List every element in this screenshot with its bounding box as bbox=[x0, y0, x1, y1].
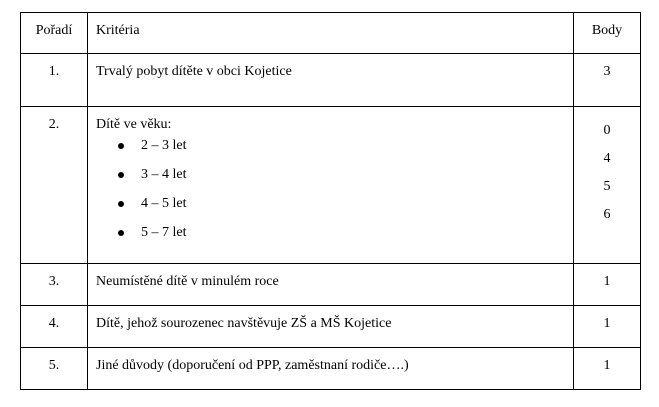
table-row bbox=[21, 348, 641, 390]
list-item bbox=[88, 137, 573, 166]
age-points: 6 bbox=[603, 207, 611, 222]
row-criteria-cell bbox=[88, 306, 574, 348]
row-num-cell bbox=[21, 54, 88, 107]
row-criteria-cell bbox=[88, 54, 574, 107]
header-cell-criteria bbox=[88, 13, 574, 54]
row-criteria: Jiné důvody (doporučení od PPP, zaměstnaní rodiče….) bbox=[96, 358, 409, 373]
bullet-icon bbox=[118, 230, 124, 236]
row-num: 1. bbox=[48, 64, 60, 79]
row-points: 1 bbox=[603, 358, 611, 373]
row-points: 1 bbox=[603, 316, 611, 331]
row-points: 3 bbox=[603, 64, 611, 79]
age-label: 4 – 5 let bbox=[141, 196, 187, 211]
age-points: 5 bbox=[603, 179, 611, 194]
age-points: 0 bbox=[603, 123, 611, 138]
row-criteria: Dítě ve věku: bbox=[96, 117, 172, 132]
row-criteria-cell bbox=[88, 264, 574, 306]
table-header-row bbox=[21, 13, 641, 54]
table-row bbox=[21, 264, 641, 306]
list-item bbox=[88, 224, 573, 253]
age-points-list bbox=[574, 107, 640, 234]
header-criteria: Kritéria bbox=[96, 23, 140, 38]
criteria-table bbox=[20, 12, 641, 390]
row-num: 3. bbox=[48, 274, 60, 289]
table-row bbox=[21, 306, 641, 348]
row-points-cell bbox=[574, 264, 641, 306]
bullet-icon bbox=[118, 172, 124, 178]
row-criteria: Trvalý pobyt dítěte v obci Kojetice bbox=[96, 64, 292, 79]
row-num-cell bbox=[21, 306, 88, 348]
header-cell-num bbox=[21, 13, 88, 54]
list-item bbox=[88, 166, 573, 195]
row-num-cell bbox=[21, 107, 88, 264]
row-num: 5. bbox=[48, 358, 60, 373]
age-list bbox=[88, 137, 573, 253]
age-label: 3 – 4 let bbox=[141, 167, 187, 182]
header-points: Body bbox=[591, 23, 623, 38]
list-item bbox=[88, 195, 573, 224]
row-criteria-cell bbox=[88, 348, 574, 390]
row-criteria: Neumístěné dítě v minulém roce bbox=[96, 274, 279, 289]
row-num-cell bbox=[21, 348, 88, 390]
row-criteria-cell bbox=[88, 107, 574, 264]
row-points-cell bbox=[574, 54, 641, 107]
row-points-cell bbox=[574, 107, 641, 264]
row-points-cell bbox=[574, 348, 641, 390]
row-criteria: Dítě, jehož sourozenec navštěvuje ZŠ a MŠ Kojetice bbox=[96, 316, 392, 331]
row-points-cell bbox=[574, 306, 641, 348]
age-points: 4 bbox=[603, 151, 611, 166]
table-row bbox=[21, 107, 641, 264]
table-row bbox=[21, 54, 641, 107]
header-num: Pořadí bbox=[35, 23, 73, 38]
age-label: 5 – 7 let bbox=[141, 225, 187, 240]
row-num: 2. bbox=[48, 117, 60, 132]
row-points: 1 bbox=[603, 274, 611, 289]
bullet-icon bbox=[118, 143, 124, 149]
bullet-icon bbox=[118, 201, 124, 207]
age-label: 2 – 3 let bbox=[141, 138, 187, 153]
row-num-cell bbox=[21, 264, 88, 306]
header-cell-points bbox=[574, 13, 641, 54]
row-num: 4. bbox=[48, 316, 60, 331]
